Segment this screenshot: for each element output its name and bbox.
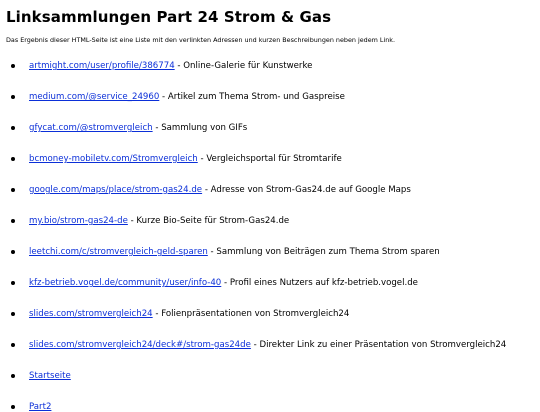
link-bcmoney[interactable]: bcmoney-mobiletv.com/Stromvergleich [29,154,198,164]
list-item [6,309,540,319]
bullet-icon [11,157,15,161]
nav-item-part2 [6,402,540,412]
list-item [6,92,540,102]
bullet-icon [11,312,15,316]
page-intro: Das Ergebnis dieser HTML-Seite ist eine Liste mit den verlinkten Adressen und kurzen Beschreibungen neben jedem Link. [6,36,396,44]
link-description: - Adresse von Strom-Gas24.de auf Google Maps [202,185,411,195]
link-artmight[interactable]: artmight.com/user/profile/386774 [29,61,175,71]
link-description: - Direkter Link zu einer Präsentation von Stromvergleich24 [250,340,507,350]
link-description: - Vergleichsportal für Stromtarife [197,154,342,164]
home-link[interactable]: Startseite [29,371,71,381]
bullet-icon [11,374,15,378]
list-item [6,61,540,71]
nav-item-home [6,371,540,381]
bullet-icon [11,343,15,347]
link-kfz-betrieb[interactable]: kfz-betrieb.vogel.de/community/user/info-40 [29,278,222,288]
list-item [6,123,540,133]
bullet-icon [11,188,15,192]
bullet-icon [11,95,15,99]
bullet-icon [11,64,15,68]
link-my-bio[interactable]: my.bio/strom-gas24-de [29,216,128,226]
bullet-icon [11,250,15,254]
list-item [6,278,540,288]
link-medium[interactable]: medium.com/@service_24960 [29,92,160,102]
link-slides-deck[interactable]: slides.com/stromvergleich24/deck#/strom-gas24de [29,340,251,350]
link-leetchi[interactable]: leetchi.com/c/stromvergleich-geld-sparen [29,247,208,257]
list-item [6,216,540,226]
link-gfycat[interactable]: gfycat.com/@stromvergleich [29,123,153,133]
bullet-icon [11,219,15,223]
link-description: - Profil eines Nutzers auf kfz-betrieb.vogel.de [221,278,418,288]
link-description: - Kurze Bio-Seite für Strom-Gas24.de [127,216,290,226]
link-description: - Sammlung von Beiträgen zum Thema Strom sparen [207,247,440,257]
link-google-maps[interactable]: google.com/maps/place/strom-gas24.de [29,185,203,195]
bullet-icon [11,405,15,409]
list-item [6,154,540,164]
part2-link[interactable]: Part2 [29,402,52,412]
link-slides[interactable]: slides.com/stromvergleich24 [29,309,153,319]
link-list [6,61,540,412]
list-item [6,247,540,257]
link-description: - Sammlung von GIFs [152,123,248,133]
bullet-icon [11,126,15,130]
link-description: - Folienpräsentationen von Stromvergleich24 [152,309,350,319]
page-title: Linksammlungen Part 24 Strom & Gas [6,8,332,26]
list-item [6,340,540,350]
list-item [6,185,540,195]
bullet-icon [11,281,15,285]
link-description: - Artikel zum Thema Strom- und Gaspreise [159,92,345,102]
link-description: - Online-Galerie für Kunstwerke [174,61,313,71]
